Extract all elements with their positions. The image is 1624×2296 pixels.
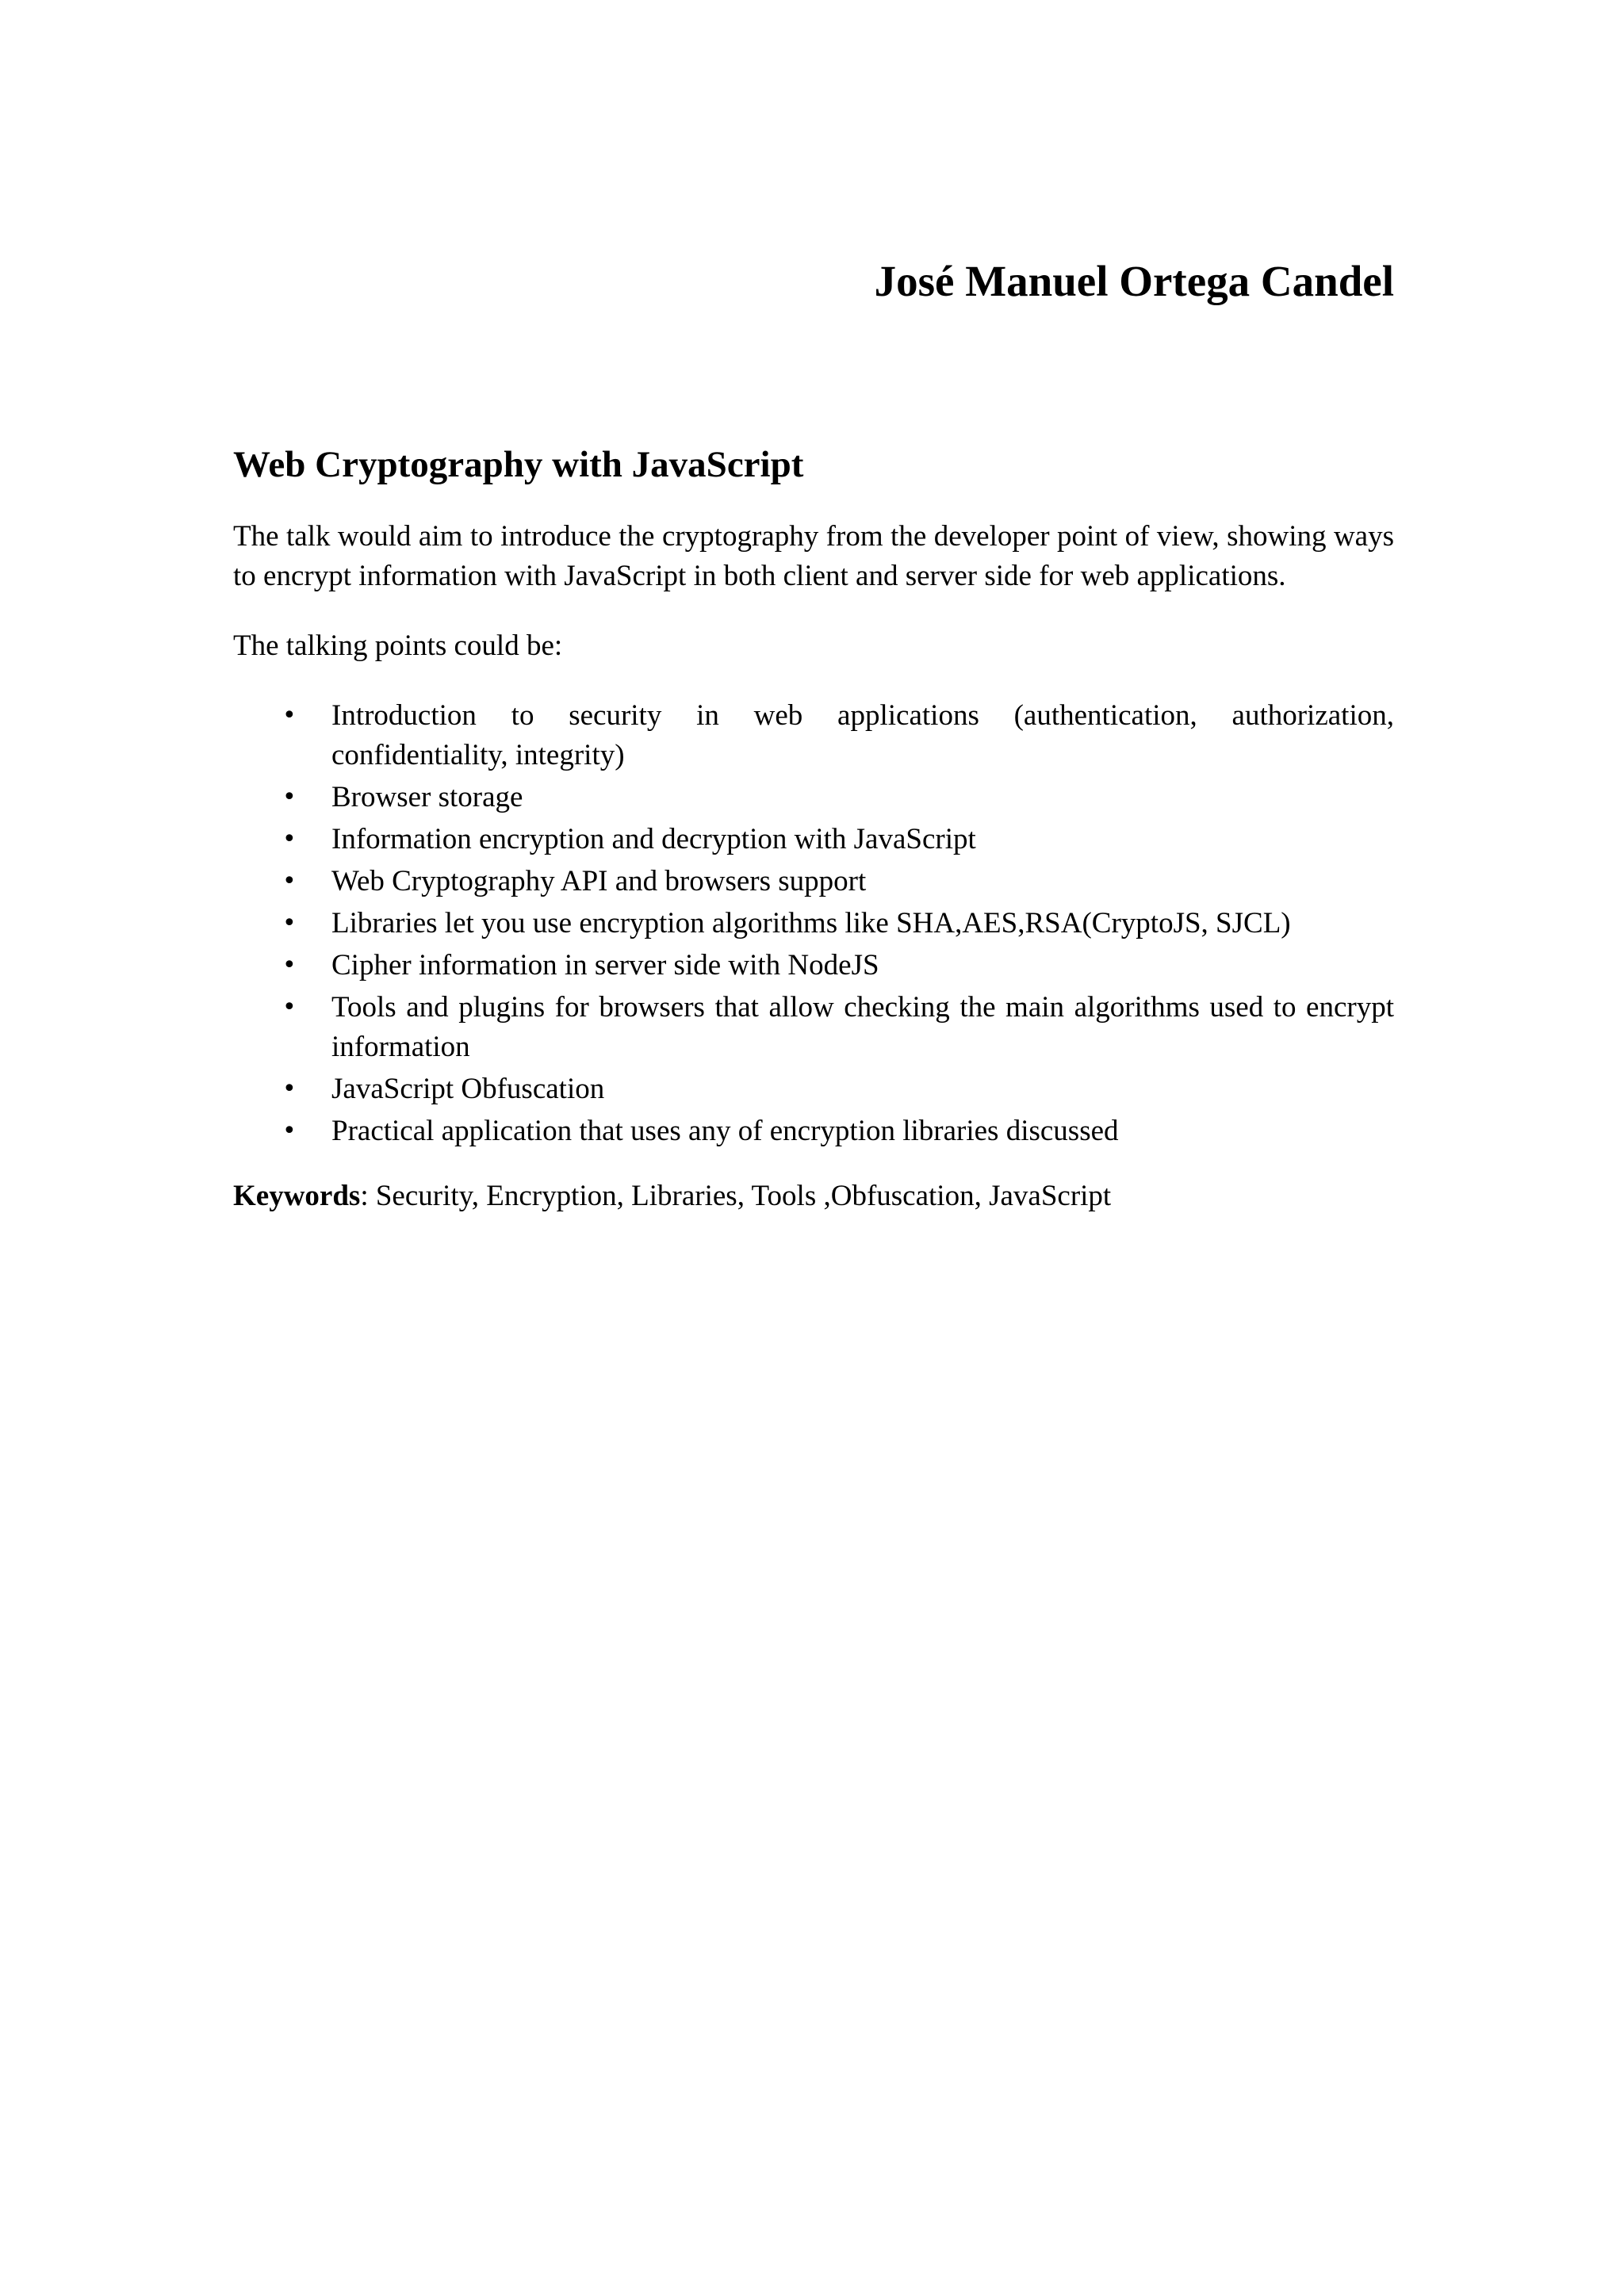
list-item	[233, 1070, 1394, 1109]
list-item-text-continued: confidentiality, integrity)	[331, 739, 625, 771]
list-item-text: JavaScript Obfuscation	[331, 1073, 605, 1105]
bullet-icon: •	[282, 702, 297, 729]
bullet-icon: •	[282, 951, 297, 979]
list-item-text: Tools and plugins for browsers that allow checking the main algorithms used to encrypt information	[331, 991, 1394, 1063]
keywords-line	[233, 1177, 1111, 1216]
keywords-separator: :	[360, 1180, 376, 1212]
list-item	[233, 820, 1394, 859]
talking-points-heading: The talking points could be:	[233, 629, 563, 662]
bullet-icon: •	[282, 909, 297, 937]
keywords-label: Keywords	[233, 1180, 361, 1212]
list-item-text: Practical application that uses any of encryption libraries discussed	[331, 1115, 1119, 1147]
list-item-text: Browser storage	[331, 781, 523, 813]
list-item	[233, 696, 1394, 775]
document-page	[233, 0, 1394, 2296]
author-name: José Manuel Ortega Candel	[874, 257, 1394, 305]
talk-title: Web Cryptography with JavaScript	[233, 444, 804, 485]
bullet-icon: •	[282, 1117, 297, 1145]
list-item	[233, 904, 1394, 943]
list-item	[233, 862, 1394, 901]
talking-points-list	[233, 696, 1394, 1154]
bullet-icon: •	[282, 993, 297, 1021]
bullet-icon: •	[282, 867, 297, 895]
list-item-text: Introduction to security in web applications (authentication, authorization,	[331, 699, 1394, 732]
list-item-text: Information encryption and decryption with JavaScript	[331, 823, 976, 855]
bullet-icon: •	[282, 783, 297, 811]
list-item-text: Cipher information in server side with NodeJS	[331, 949, 879, 982]
list-item	[233, 988, 1394, 1067]
bullet-icon: •	[282, 1075, 297, 1103]
list-item	[233, 778, 1394, 817]
list-item	[233, 946, 1394, 985]
bullet-icon: •	[282, 825, 297, 853]
intro-paragraph: The talk would aim to introduce the cryptography from the developer point of view, showing ways to encrypt information with JavaScript in both client and server side for web applications.	[233, 520, 1394, 592]
keywords-value: Security, Encryption, Libraries, Tools ,Obfuscation, JavaScript	[375, 1180, 1112, 1212]
list-item-text: Libraries let you use encryption algorithms like SHA,AES,RSA(CryptoJS, SJCL)	[331, 907, 1291, 939]
list-item-text: Web Cryptography API and browsers support	[331, 865, 867, 897]
list-item	[233, 1112, 1394, 1151]
